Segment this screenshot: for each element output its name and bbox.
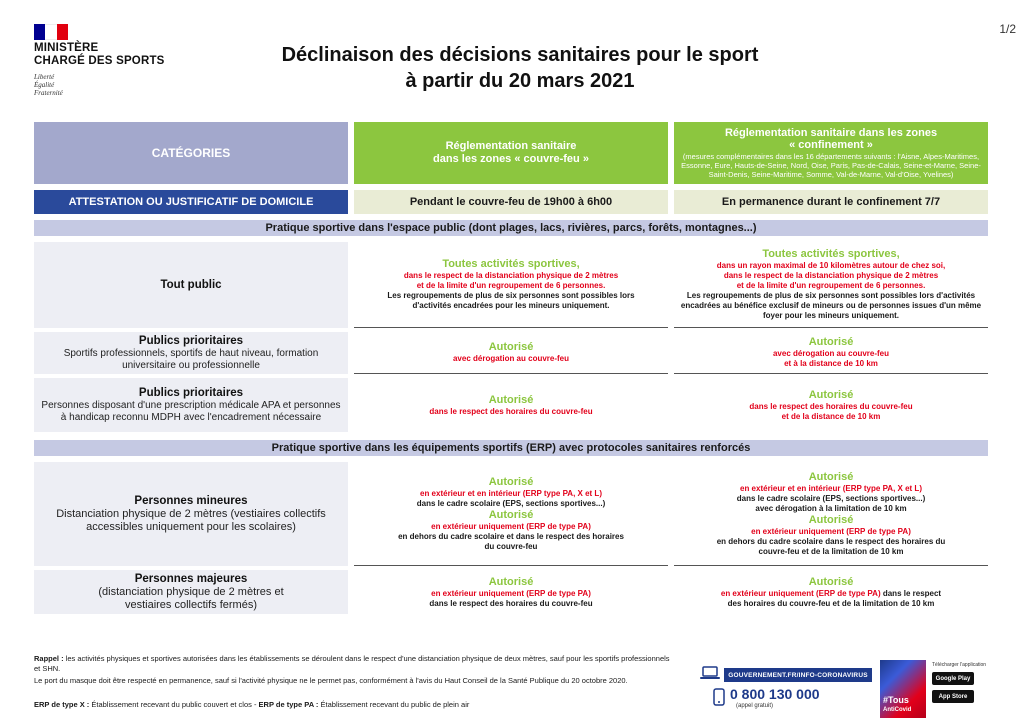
cell-condition: dans le respect des horaires du couvre-feu <box>749 401 913 411</box>
cell-text-inline: dans le respect <box>880 588 942 598</box>
row-title: Personnes mineures <box>134 494 248 507</box>
row-title: Personnes majeures <box>134 572 248 585</box>
zone1-line-1: Réglementation sanitaire <box>445 140 577 152</box>
cell-text: en dehors du cadre scolaire dans le respect des horaires du couvre-feu et de la limitation de 10 km <box>716 536 946 556</box>
zone2-line-2: « confinement » <box>789 139 873 151</box>
google-play-badge[interactable] <box>932 672 974 685</box>
cell-heading: Autorisé <box>488 575 534 588</box>
categories-label: CATÉGORIES <box>151 146 231 160</box>
cell-text: Les regroupements de plus de six personnes sont possibles lors d'activités encadrées pour les mineurs uniquement. <box>387 291 635 310</box>
laptop-icon <box>700 666 720 680</box>
row-label-prioritaires-sportifs <box>34 332 348 374</box>
page-title <box>230 42 810 94</box>
cell-text: dans le cadre scolaire (EPS, sections sportives...) <box>416 498 606 508</box>
footer-masque <box>34 676 634 686</box>
section-erp <box>34 440 988 456</box>
french-flag-logo <box>34 24 68 40</box>
section-erp-label: Pratique sportive dans les équipements sportifs (ERP) avec protocoles sanitaires renforcés <box>271 442 751 454</box>
cell-heading: Autorisé <box>488 393 534 406</box>
cell-prio1-confinement <box>674 332 988 374</box>
cell-heading: Autorisé <box>488 475 534 488</box>
cell-text: dans le respect des horaires du couvre-feu <box>429 598 593 608</box>
cell-majeurs-curfew <box>354 570 668 614</box>
cell-mineurs-confinement <box>674 462 988 566</box>
app-store-label: App Store <box>938 693 968 700</box>
title-line-1: Déclinaison des décisions sanitaires pour le sport <box>281 44 759 66</box>
footer-rappel <box>34 654 674 674</box>
row-description: (distanciation physique de 2 mètres et vestiaires collectifs fermés) <box>98 585 284 611</box>
gov-info-link[interactable] <box>724 668 872 682</box>
cell-mineurs-curfew <box>354 462 668 566</box>
page-number: 1/2 <box>999 22 1016 36</box>
cell-heading: Autorisé <box>488 341 534 353</box>
cell-condition: en extérieur uniquement (ERP de type PA) <box>720 588 881 598</box>
cell-heading: Autorisé <box>808 513 854 526</box>
cell-text: en dehors du cadre scolaire et dans le respect des horaires du couvre-feu <box>398 531 624 551</box>
hotline-note: (appel gratuit) <box>736 703 774 709</box>
cell-text: dans le cadre scolaire (EPS, sections sportives...) <box>736 493 926 503</box>
cell-condition: et de la limite d'un regroupement de 6 personnes. <box>416 281 606 290</box>
row-title: Publics prioritaires <box>138 387 244 399</box>
cell-condition: et à la distance de 10 km <box>784 359 878 368</box>
title-line-2: à partir du 20 mars 2021 <box>405 70 635 92</box>
tous-line-1: #Tous <box>883 695 909 705</box>
cell-prio1-curfew <box>354 332 668 374</box>
row-label-mineurs <box>34 462 348 566</box>
row-title: Publics prioritaires <box>138 335 244 347</box>
cell-majeurs-confinement <box>674 570 988 614</box>
cell-condition: et de la distance de 10 km <box>781 411 881 421</box>
row-label-majeurs <box>34 570 348 614</box>
erp-x-text: Établissement recevant du public couvert et clos - <box>89 700 259 709</box>
cell-text: avec dérogation à la limitation de 10 km <box>755 503 907 513</box>
cell-text: des horaires du couvre-feu et de la limitation de 10 km <box>727 598 935 608</box>
cell-condition: dans le respect de la distanciation physique de 2 mètres <box>723 271 939 280</box>
ministry-line-1: MINISTÈRE <box>34 42 99 54</box>
cell-condition: en extérieur et en intérieur (ERP type PA, X et L) <box>420 488 602 498</box>
motto-fraternite: Fraternité <box>34 89 63 97</box>
cell-condition: avec dérogation au couvre-feu <box>772 349 890 358</box>
erp-pa-text: Établissement recevant du public de plein air <box>318 700 470 709</box>
cell-condition: en extérieur et en intérieur (ERP type PA, X et L) <box>740 483 922 493</box>
row-description: Distanciation physique de 2 mètres (vestiaires collectifs accessibles uniquement pour les scolaires) <box>56 507 326 533</box>
cell-tout-public-curfew <box>354 242 668 328</box>
cell-condition: en extérieur uniquement (ERP de type PA) <box>431 588 591 598</box>
cell-heading: Autorisé <box>808 336 854 348</box>
hotline-number: 0 800 130 000 <box>730 686 820 702</box>
attestation-label: ATTESTATION OU JUSTIFICATIF DE DOMICILE <box>68 196 314 208</box>
cell-condition: dans un rayon maximal de 10 kilomètres autour de chez soi, <box>716 261 946 270</box>
cell-heading: Toutes activités sportives, <box>442 258 580 270</box>
cell-heading: Autorisé <box>808 470 854 483</box>
curfew-zone-header <box>354 122 668 184</box>
cell-condition: dans le respect des horaires du couvre-feu <box>429 406 593 416</box>
row-description: Sportifs professionnels, sportifs de haut niveau, formation universitaire ou professionnelle <box>63 348 319 371</box>
tous-line-2: AntiCovid <box>883 707 912 713</box>
tousanticovid-logo <box>880 660 926 718</box>
cell-condition-line <box>721 589 941 599</box>
confinement-hours-cell <box>674 190 988 214</box>
motto-egalite: Égalité <box>34 81 55 89</box>
cell-text: Les regroupements de plus de six personnes sont possibles lors d'activités encadrées au bénéfice exclusif de mineurs ou de personnes issues d'un même foyer pour les mineurs uniquement. <box>680 291 982 320</box>
motto-liberte: Liberté <box>34 73 55 81</box>
erp-pa-label: ERP de type PA : <box>258 700 319 709</box>
section-public-space <box>34 220 988 236</box>
row-title: Tout public <box>160 278 222 291</box>
zone1-line-2: dans les zones « couvre-feu » <box>433 153 589 165</box>
download-app-text: Télécharger l'application <box>932 662 987 668</box>
gov-info-url: GOUVERNEMENT.FR/INFO-CORONAVIRUS <box>728 671 868 679</box>
cell-tout-public-confinement <box>674 242 988 328</box>
cell-condition: en extérieur uniquement (ERP de type PA) <box>751 526 911 536</box>
masque-text: Le port du masque doit être respecté en permanence, sauf si l'activité physique ne le permet pas, conformément à l'avis du Haut Conseil de la Santé Publique du 20 octobre 2020. <box>34 676 628 685</box>
footer-erp-types <box>34 700 674 710</box>
zone2-line-1: Réglementation sanitaire dans les zones <box>724 127 938 139</box>
cell-heading: Autorisé <box>808 388 854 401</box>
attestation-header <box>34 190 348 214</box>
ministry-line-2: CHARGÉ DES SPORTS <box>34 55 165 67</box>
erp-x-label: ERP de type X : <box>34 700 90 709</box>
row-label-tout-public <box>34 242 348 328</box>
categories-header <box>34 122 348 184</box>
cell-condition: avec dérogation au couvre-feu <box>452 354 570 363</box>
cell-heading: Autorisé <box>488 508 534 521</box>
row-description: Personnes disposant d'une prescription médicale APA et personnes à handicap reconnu MDPH avec l'encadrement nécessaire <box>41 400 341 423</box>
cell-heading: Autorisé <box>808 575 854 588</box>
cell-prio2-confinement <box>674 378 988 432</box>
zone2-departments-note: (mesures complémentaires dans les 16 départements suivants : l'Aisne, Alpes-Maritimes, Essonne, Eure, Hauts-de-Seine, Nord, Oise, Paris, Pas-de-Calais, Seine-et-Marne, Seine-Saint-Denis, Seine-Maritime, Somme, Val-de-Marne, Val-d'Oise, Yvelines) <box>681 152 981 179</box>
cell-heading: Toutes activités sportives, <box>762 248 900 260</box>
cell-condition: dans le respect de la distanciation physique de 2 mètres <box>403 271 619 280</box>
ministry-name <box>34 42 165 68</box>
confinement-hours-label: En permanence durant le confinement 7/7 <box>721 196 941 208</box>
rappel-label: Rappel : <box>34 654 64 663</box>
cell-prio2-curfew <box>354 378 668 432</box>
republic-motto <box>34 73 63 97</box>
confinement-zone-header <box>674 122 988 184</box>
curfew-hours-label: Pendant le couvre-feu de 19h00 à 6h00 <box>409 196 613 208</box>
curfew-hours-cell <box>354 190 668 214</box>
app-store-badge[interactable] <box>932 690 974 703</box>
phone-icon <box>712 688 726 706</box>
section-public-space-label: Pratique sportive dans l'espace public (dont plages, lacs, rivières, parcs, forêts, montagnes...) <box>265 222 757 234</box>
rappel-text: les activités physiques et sportives autorisées dans les établissements se déroulent dans le respect d'une distanciation physique de deux mètres, sauf pour les sportifs professionnels et SHN. <box>34 654 670 673</box>
cell-condition: en extérieur uniquement (ERP de type PA) <box>431 521 591 531</box>
google-play-label: Google Play <box>935 675 971 682</box>
row-label-prioritaires-apa <box>34 378 348 432</box>
cell-condition: et de la limite d'un regroupement de 6 personnes. <box>736 281 926 290</box>
